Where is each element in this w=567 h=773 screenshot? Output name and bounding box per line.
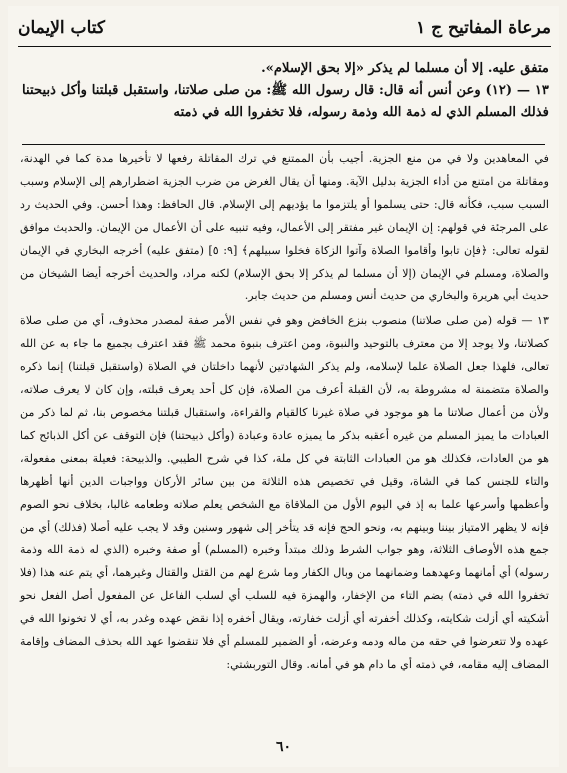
commentary-paragraph-1: في المعاهدين ولا في من منع الجزية. أجيب بأن الممتنع في ترك المقاتلة رفعها لا تأخيرها مدة كما في الهدنة، ومقاتلة من امتنع من أداء الجزية بدليل الآية. ومنها أن يقال الغرض من ضرب الجزية اضطرارهم إلى الإسلام وسبب السبب سبب، فكأنه قال: حتى يسلموا أو يلتزموا ما يؤديهم إلى الإسلام. قال الحافظ: وهذا أحسن. وفي الحديث رد على المرجئة في قولهم: إن الإيمان غير مفتقر إلى الأعمال، وفيه تنبيه على أن الأعمال من الإيمان. والحديث موافق لقوله تعالى: ﴿فإن تابوا وأقاموا الصلاة وآتوا الزكاة فخلوا سبيلهم﴾ [٩: ٥] (متفق عليه) أخرجه البخاري في الإيمان والصلاة، ومسلم في الإيمان (إلا أن مسلما لم يذكر إلا بحق الإسلام) لكنه مراد، والحديث أخرجه أيضا الشيخان من حديث أبي هريرة والبخاري من حديث أنس ومسلم من حديث جابر. xyxy=(20,152,550,303)
commentary-text xyxy=(20,148,549,677)
running-header xyxy=(18,14,551,42)
hadith-paragraph-2: ١٣ — (١٢) وعن أنس أنه قال: قال رسول الله ﷺ: من صلى صلاتنا، واستقبل قبلتنا وأكل ذبيحتنا فذلك المسلم الذي له ذمة الله وذمة رسوله، فلا تخفروا الله في ذمته xyxy=(22,83,549,120)
commentary-divider xyxy=(22,144,545,145)
page-number: ٦٠ xyxy=(275,739,292,755)
hadith-line-1: متفق عليه. إلا أن مسلما لم يذكر «إلا بحق الإسلام». xyxy=(261,61,549,76)
commentary-paragraph-2: ١٣ — قوله (من صلى صلاتنا) منصوب بنزع الخافض وهو في نفس الأمر صفة لمصدر محذوف، أي من صلى صلاة كصلاتنا، ولا يوجد إلا من معترف بالتوحيد والنبوة، ومن اعترف بنبوة محمد ﷺ فقد اعترف بجميع ما جاء به عن الله تعالى، فلهذا جعل الصلاة علما لإسلامه، ولم يذكر الشهادتين لأنهما داخلتان في الصلاة (واستقبل قبلتنا) إنما ذكره والصلاة متضمنة له مشروطة به، لأن القبلة أعرف من الصلاة، فإن كل أحد يعرف قبلته، وإن كان لا يعرف صلاته، ولأن من أعمال صلاتنا ما هو موجود في صلاة غيرنا كالقيام والقراءة، واستقبال قبلتنا مخصوص بنا، ثم لما ذكر من العبادات ما يميز المسلم من غيره أعقبه بذكر ما يميزه عادة وعبادة (وأكل ذبيحتنا) فإن التوقف عن أكل الذبائح كما هو من العادات، فكذلك هو من العبادات الثابتة في كل ملة، كذا في شرح الطيبي. والذبيحة: فعيلة بمعنى مفعولة، والتاء للجنس كما في الشاة، وقيل في تخصيص هذه الثلاثة من بين سائر الأركان وواجبات الدين أنها أظهرها وأعظمها وأسرعها علما به إذ في اليوم الأول من الملاقاة مع الشخص يعلم صلاته وطعامه غالبا، بخلاف نحو الصوم فإنه لا يظهر الامتياز بيننا وبينهم به، ونحو الحج فإنه قد يتأخر إلى شهور وسنين وقد لا يجب عليه أصلا (فذلك) أي من جمع هذه الأوصاف الثلاثة، وهو جواب الشرط وذلك مبتدأ وخبره (المسلم) أو صفة وخبره (الذي له ذمة الله وذمة رسوله) أي أمانهما وعهدهما وضمانهما من وبال الكفار وما شرع لهم من القتل والقتال وغيرهما، أي يتم عنه هذا (فلا تخفروا الله في ذمته) بضم التاء من الإخفار، والهمزة فيه للسلب أي لسلب الفاعل عن المفعول أصل الفعل نحو أشكيته أي أزلت شكايته، وكذلك أخفرته أي أزلت خفارته، ويقال أخفره إذا نقض عهده وغدر به، أي لا تخونوا الله في عهده ولا تتعرضوا في حقه من ماله ودمه وعرضه، أو الضمير للمسلم أي فلا تنقضوا عهد الله بحذف المضاف وإقامة المضاف إليه مقامه، في ذمته أي ما دام هو في أمانه. وقال التوربشتي: xyxy=(20,314,549,671)
document-page xyxy=(8,6,559,767)
chapter-title: كتاب الإيمان xyxy=(18,18,105,38)
hadith-text xyxy=(22,58,549,124)
book-title: مرعاة المفاتيح ج ١ xyxy=(416,18,551,38)
header-rule xyxy=(18,46,551,47)
